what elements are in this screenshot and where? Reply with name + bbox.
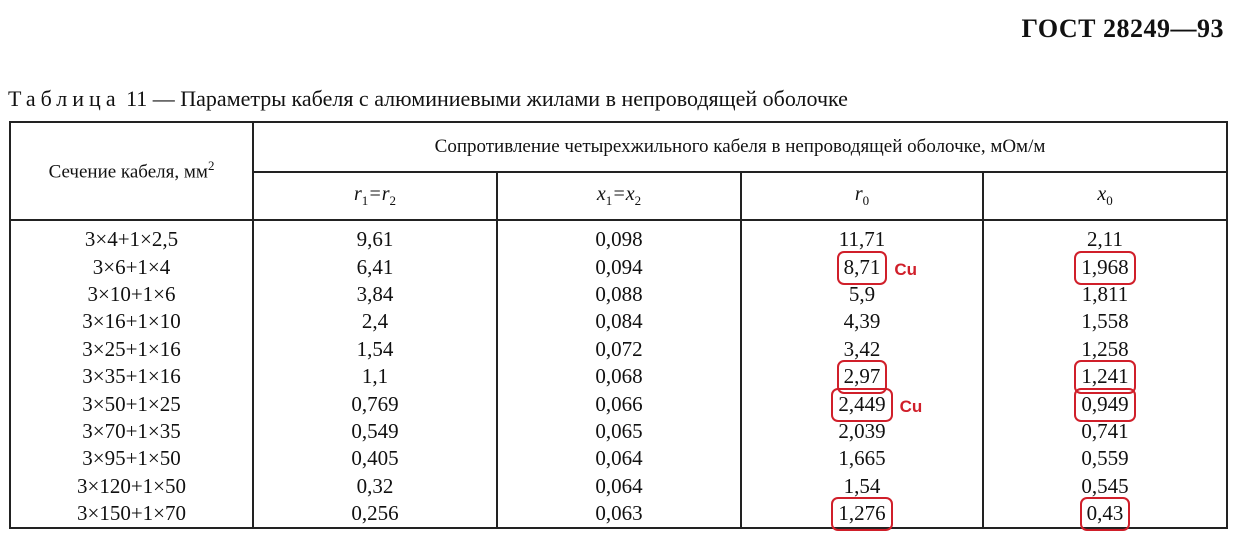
- cell-value: 4,39: [843, 309, 881, 334]
- cell-section: [10, 336, 253, 363]
- cell-x0: [983, 253, 1227, 280]
- cell-r0: [741, 390, 983, 417]
- cell-x1-x2: [497, 308, 741, 335]
- table-row: [10, 336, 1227, 363]
- cell-value: 3,42: [843, 336, 881, 361]
- cell-section: [10, 445, 253, 472]
- cell-value: 6,41: [356, 254, 394, 279]
- cell-r1-r2: [253, 390, 497, 417]
- table-row: [10, 308, 1227, 335]
- column-header-section: Сечение кабеля, $мм^2$: [10, 122, 253, 220]
- cell-value: 0,559: [1081, 446, 1129, 471]
- cell-section: [10, 253, 253, 280]
- cell-section: [10, 418, 253, 445]
- cell-value: 3×16+1×10: [82, 309, 181, 334]
- copper-annotation: Cu: [894, 259, 918, 279]
- cell-value: 3×95+1×50: [82, 446, 181, 471]
- cell-value: 3×150+1×70: [76, 501, 187, 526]
- cell-x0: [983, 418, 1227, 445]
- caption-number: 11: [126, 86, 148, 111]
- cell-r0: [741, 253, 983, 280]
- cell-value: 2,039: [838, 418, 886, 443]
- cell-section: [10, 308, 253, 335]
- cable-parameters-table: [9, 121, 1228, 529]
- table-row: [10, 418, 1227, 445]
- cell-x0: [983, 445, 1227, 472]
- column-header-r1-r2: $r_1=r_2$: [253, 172, 497, 221]
- cell-section: [10, 500, 253, 528]
- cell-r1-r2: [253, 500, 497, 528]
- table-row: [10, 445, 1227, 472]
- circled-value: 1,241: [1081, 364, 1129, 389]
- cell-value: 0,072: [595, 336, 643, 361]
- cell-r1-r2: [253, 220, 497, 253]
- circled-value: 2,97: [843, 364, 881, 389]
- cell-r0: [741, 281, 983, 308]
- table-row: [10, 390, 1227, 417]
- cell-section: [10, 473, 253, 500]
- column-header-x0: $x_0$: [983, 172, 1227, 221]
- cell-x1-x2: [497, 363, 741, 390]
- cell-value: 0,064: [595, 473, 643, 498]
- cell-value: 1,665: [838, 446, 886, 471]
- cell-value: 1,54: [843, 473, 881, 498]
- cell-value: 2,11: [1087, 227, 1124, 252]
- cell-value: 3×25+1×16: [82, 336, 181, 361]
- cell-x0: [983, 336, 1227, 363]
- cell-x0: [983, 281, 1227, 308]
- cell-value: 0,094: [595, 254, 643, 279]
- cell-value: 3×70+1×35: [82, 418, 181, 443]
- standard-header: ГОСТ 28249—93: [1021, 14, 1224, 43]
- cell-value: 0,098: [595, 227, 643, 252]
- cell-value: 1,258: [1081, 336, 1129, 361]
- cell-r1-r2: [253, 418, 497, 445]
- cell-value: 0,405: [351, 446, 399, 471]
- table-row: [10, 220, 1227, 253]
- copper-annotation: Cu: [899, 396, 923, 416]
- cell-value: 0,769: [351, 391, 399, 416]
- cell-value: 1,558: [1081, 309, 1129, 334]
- table-row: [10, 363, 1227, 390]
- cell-value: 0,545: [1081, 473, 1129, 498]
- cell-value: 0,064: [595, 446, 643, 471]
- cell-value: 0,066: [595, 391, 643, 416]
- cell-r0: [741, 473, 983, 500]
- cell-x0: [983, 500, 1227, 528]
- cell-x0: [983, 473, 1227, 500]
- circled-value: 2,449 Cu: [838, 391, 885, 418]
- cell-value: 11,71: [838, 227, 886, 252]
- column-header-r0: $r_0$: [741, 172, 983, 221]
- cell-x1-x2: [497, 220, 741, 253]
- cell-x0: [983, 390, 1227, 417]
- cell-value: 0,549: [351, 418, 399, 443]
- cell-x1-x2: [497, 418, 741, 445]
- cell-r0: [741, 336, 983, 363]
- cell-value: 0,084: [595, 309, 643, 334]
- cell-value: 1,1: [361, 364, 389, 389]
- cell-value: 3×4+1×2,5: [84, 227, 179, 252]
- cell-value: 1,811: [1081, 281, 1129, 306]
- cell-x0: [983, 220, 1227, 253]
- cell-value: 0,32: [356, 473, 394, 498]
- cell-x0: [983, 363, 1227, 390]
- cell-x1-x2: [497, 445, 741, 472]
- circled-value: 0,43: [1086, 501, 1124, 526]
- cell-value: 3×10+1×6: [87, 281, 176, 306]
- table-caption: [8, 86, 848, 112]
- cell-x1-x2: [497, 500, 741, 528]
- cell-value: 3×50+1×25: [82, 391, 181, 416]
- cell-value: 1,54: [356, 336, 394, 361]
- cell-r1-r2: [253, 281, 497, 308]
- cell-r0: [741, 363, 983, 390]
- cell-value: 0,063: [595, 501, 643, 526]
- table-row: [10, 473, 1227, 500]
- circled-value: 8,71 Cu: [844, 254, 881, 281]
- circled-value: 0,949: [1081, 391, 1129, 416]
- cell-value: 2,4: [361, 309, 389, 334]
- cell-value: 9,61: [356, 227, 394, 252]
- cell-r1-r2: [253, 336, 497, 363]
- cell-value: 3×35+1×16: [82, 364, 181, 389]
- table-row: [10, 253, 1227, 280]
- cell-section: [10, 281, 253, 308]
- cell-x1-x2: [497, 473, 741, 500]
- cell-r1-r2: [253, 363, 497, 390]
- caption-prefix: Таблица: [8, 86, 121, 111]
- cell-value: 0,065: [595, 418, 643, 443]
- cell-section: [10, 390, 253, 417]
- cell-value: 3×120+1×50: [76, 473, 187, 498]
- cell-value: 0,741: [1081, 418, 1129, 443]
- cell-r1-r2: [253, 308, 497, 335]
- table-row: [10, 281, 1227, 308]
- cell-r0: [741, 308, 983, 335]
- cell-x1-x2: [497, 281, 741, 308]
- cell-r1-r2: [253, 445, 497, 472]
- cell-r0: [741, 500, 983, 528]
- table-row: [10, 500, 1227, 528]
- cell-x1-x2: [497, 336, 741, 363]
- cell-r1-r2: [253, 473, 497, 500]
- cell-value: 5,9: [848, 281, 876, 306]
- cell-value: 3×6+1×4: [92, 254, 171, 279]
- column-group-header: Сопротивление четырехжильного кабеля в непроводящей оболочке, мОм/м: [253, 122, 1227, 172]
- cell-section: [10, 363, 253, 390]
- cell-x0: [983, 308, 1227, 335]
- cell-r0: [741, 418, 983, 445]
- cell-section: [10, 220, 253, 253]
- cell-x1-x2: [497, 390, 741, 417]
- cell-r0: [741, 445, 983, 472]
- cell-r1-r2: [253, 253, 497, 280]
- cell-value: 0,256: [351, 501, 399, 526]
- cell-value: 3,84: [356, 281, 394, 306]
- column-header-x1-x2: $x_1=x_2$: [497, 172, 741, 221]
- table-body: [10, 220, 1227, 528]
- cell-value: 0,068: [595, 364, 643, 389]
- cell-r0: [741, 220, 983, 253]
- cell-value: 0,088: [595, 281, 643, 306]
- circled-value: 1,968: [1081, 254, 1129, 279]
- circled-value: 1,276: [838, 501, 886, 526]
- caption-text: — Параметры кабеля с алюминиевыми жилами в непроводящей оболочке: [152, 86, 848, 111]
- cell-x1-x2: [497, 253, 741, 280]
